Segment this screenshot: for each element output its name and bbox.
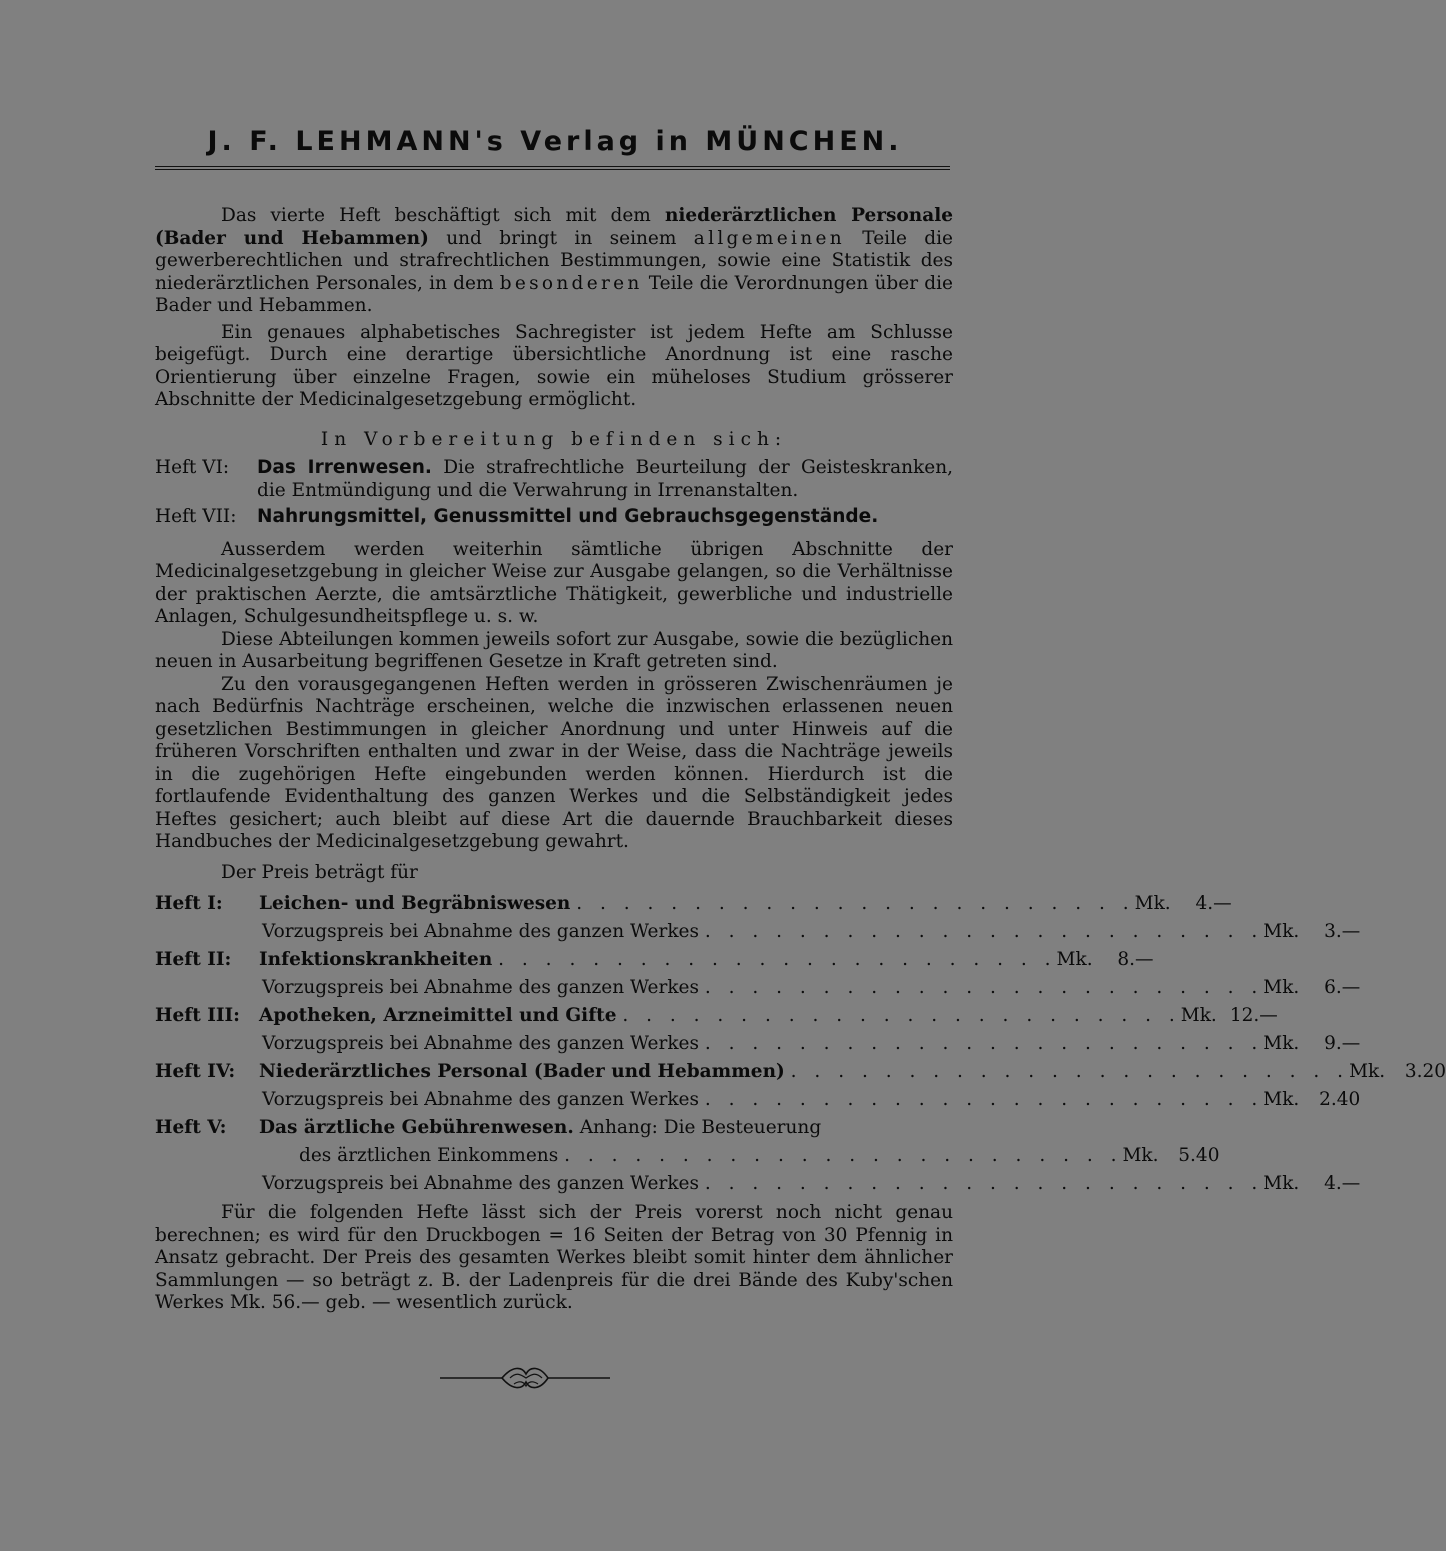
currency: Mk. — [1263, 1173, 1300, 1194]
heft-title: Apotheken, Arzneimittel und Gifte — [259, 1005, 617, 1026]
page-body — [155, 205, 1446, 1315]
price-row — [155, 1058, 1446, 1086]
paragraph-sachregister: Ein genaues alphabetisches Sachregister ist jedem Hefte am Schlusse beigefügt. Durch eine derartige übersichtliche Anordnung ist eine rasche Orientierung über einzelne Fragen, sowie ein müheloses Studium grösserer Abschnitte der Medicinalgesetzgebung ermöglicht. — [155, 321, 953, 410]
leader-dots: . . . . . . . . . . . . . . . . . . . . . . . . — [564, 1145, 1123, 1166]
price-row — [155, 1002, 1278, 1030]
text-span: und bringt in seinem — [428, 227, 694, 249]
price-value: 12.— — [1229, 1005, 1278, 1026]
heft-title: Das ärztliche Gebührenwesen. — [259, 1117, 574, 1138]
currency: Mk. — [1263, 1089, 1300, 1110]
currency: Mk. — [1263, 1033, 1300, 1054]
sub-price-text: Vorzugspreis bei Abnahme des ganzen Werkes — [262, 1089, 699, 1110]
leader-dots: . . . . . . . . . . . . . . . . . . . . . . . . — [704, 977, 1264, 998]
heft-label: Heft IV: — [155, 1061, 236, 1082]
price-title — [259, 1002, 1181, 1030]
publisher-header: J. F. LEHMANN's Verlag in MÜNCHEN. — [207, 126, 903, 157]
paragraph-nachtraege: Zu den vorausgegangenen Heften werden in grösseren Zwischenräumen je nach Bedürfnis Nachträge erscheinen, welche die inzwischen erlassenen neuen gesetzlichen Bestimmungen in gleicher Anordnung und unter Hinweis auf die früheren Vorschriften enthalten und zwar in der Weise, dass die Nachträge jeweils in die zugehörigen Hefte eingebunden werden können. Hierdurch ist die fortlaufende Evidenthaltung des ganzen Werkes und die Selbständigkeit jedes Heftes gesichert; auch bleibt auf diese Art die dauernde Brauchbarkeit dieses Handbuches der Medicinalgesetzgebung gewahrt. — [155, 673, 953, 852]
leader-dots: . . . . . . . . . . . . . . . . . . . . . . . . — [704, 1033, 1264, 1054]
price-row — [155, 1142, 1220, 1170]
price-row — [155, 890, 1232, 918]
ornament-divider — [440, 1358, 610, 1398]
heft-label-empty — [155, 1142, 259, 1170]
heft-label: Heft III: — [155, 1005, 240, 1026]
price-title — [259, 974, 1263, 1002]
sub-price-text: Vorzugspreis bei Abnahme des ganzen Werkes — [262, 1033, 699, 1054]
sub-price-text: Vorzugspreis bei Abnahme des ganzen Werkes — [262, 1173, 699, 1194]
currency: Mk. — [1263, 921, 1300, 942]
price-title — [259, 1114, 953, 1142]
heft-label-empty — [155, 1170, 259, 1198]
leader-dots: . . . . . . . . . . . . . . . . . . . . . . . . — [622, 1005, 1181, 1026]
heft-label: Heft VII: — [155, 506, 237, 527]
price-intro: Der Preis beträgt für — [221, 861, 418, 883]
currency: Mk. — [1349, 1061, 1386, 1082]
heft-title: Nahrungsmittel, Genussmittel und Gebrauchsgegenstände. — [257, 506, 879, 527]
heft-vii-entry — [155, 506, 953, 529]
price-value: 3.20 — [1404, 1061, 1446, 1082]
currency: Mk. — [1056, 949, 1093, 970]
leader-dots: . . . . . . . . . . . . . . . . . . . . . . . . — [704, 1089, 1264, 1110]
price-list — [155, 890, 1446, 1198]
price-row — [155, 1030, 1361, 1058]
heft-label-empty — [155, 1086, 259, 1114]
currency: Mk. — [1263, 977, 1300, 998]
leader-dots: . . . . . . . . . . . . . . . . . . . . . . . . — [704, 921, 1264, 942]
paragraph-abteilungen: Diese Abteilungen kommen jeweils sofort zur Ausgabe, sowie die bezüglichen neuen in Ausarbeitung begriffenen Gesetze in Kraft getreten sind. — [155, 628, 953, 672]
heft-title-continued: des ärztlichen Einkommens — [299, 1145, 559, 1166]
price-row — [155, 918, 1361, 946]
price-title — [259, 1086, 1263, 1114]
leader-dots: . . . . . . . . . . . . . . . . . . . . . . . . — [498, 949, 1057, 970]
preparation-heading: In Vorbereitung befinden sich: — [320, 428, 788, 450]
price-row — [155, 1114, 953, 1142]
heft-annex: Anhang: Die Besteuerung — [573, 1117, 822, 1138]
heft-label-empty — [155, 974, 259, 1002]
heft-title: Das Irrenwesen. — [257, 457, 432, 478]
heft-description: Die strafrechtliche Beurteilung der Geisteskranken, die Entmündigung und die Verwahrung in Irrenanstalten. — [257, 457, 953, 501]
heft-label: Heft VI: — [155, 457, 230, 478]
price-value: 4.— — [1195, 893, 1232, 914]
currency: Mk. — [1180, 1005, 1217, 1026]
price-value: 2.40 — [1319, 1089, 1361, 1110]
price-value: 5.40 — [1178, 1145, 1220, 1166]
sub-price-text: Vorzugspreis bei Abnahme des ganzen Werkes — [262, 977, 699, 998]
price-value: 6.— — [1324, 977, 1361, 998]
price-title — [259, 1170, 1263, 1198]
heft-title: Niederärztliches Personal (Bader und Hebammen) — [259, 1061, 785, 1082]
price-title — [259, 918, 1263, 946]
leader-dots: . . . . . . . . . . . . . . . . . . . . . . . . — [576, 893, 1135, 914]
paragraph-ausserdem: Ausserdem werden weiterhin sämtliche übrigen Abschnitte der Medicinalgesetzgebung in gleicher Weise zur Ausgabe gelangen, so die Verhältnisse der praktischen Aerzte, die amtsärztliche Thätigkeit, gewerbliche und industrielle Anlagen, Schulgesundheitspflege u. s. w. — [155, 538, 953, 627]
price-value: 3.— — [1324, 921, 1361, 942]
text-span: Teile die Verordnungen über die Bader und Hebammen. — [155, 272, 953, 316]
price-value: 4.— — [1324, 1173, 1361, 1194]
text-span: Teile die gewerberechtlichen und strafrechtlichen Bestimmungen, sowie eine Statistik des niederärztlichen Personales, in dem — [155, 227, 954, 294]
heft-label: Heft II: — [155, 949, 232, 970]
price-value: 9.— — [1324, 1033, 1361, 1054]
price-row — [155, 974, 1361, 1002]
price-row — [155, 1170, 1361, 1198]
spaced-span: besonderen — [499, 272, 643, 294]
price-value: 8.— — [1117, 949, 1154, 970]
paragraph-heft-iv-description — [155, 205, 953, 318]
leader-dots: . . . . . . . . . . . . . . . . . . . . . . . . — [790, 1061, 1350, 1082]
heft-label-empty — [155, 918, 259, 946]
price-row — [155, 946, 1154, 974]
price-title — [259, 890, 1135, 918]
sub-price-text: Vorzugspreis bei Abnahme des ganzen Werkes — [262, 921, 699, 942]
text-span: Das vierte Heft beschäftigt sich mit dem — [221, 205, 665, 226]
heft-title: Leichen- und Begräbniswesen — [259, 893, 571, 914]
currency: Mk. — [1134, 893, 1171, 914]
header-rule — [155, 166, 950, 170]
heft-vi-text — [257, 457, 953, 502]
paragraph-folgende-hefte: Für die folgenden Hefte lässt sich der Preis vorerst noch nicht genau berechnen; es wird für den Druckbogen = 16 Seiten der Betrag von 30 Pfennig in Ansatz gebracht. Der Preis des gesamten Werkes bleibt somit hinter dem ähnlicher Sammlungen — so beträgt z. B. der Ladenpreis für die drei Bände des Kuby'schen Werkes Mk. 56.— geb. — wesentlich zurück. — [155, 1202, 953, 1313]
price-row — [155, 1086, 1361, 1114]
heft-label: Heft V: — [155, 1117, 227, 1138]
price-title — [259, 1058, 1349, 1086]
heft-label-empty — [155, 1030, 259, 1058]
price-title — [259, 1030, 1263, 1058]
spaced-span: allgemeinen — [693, 227, 845, 249]
heft-title: Infektionskrankheiten — [259, 949, 493, 970]
emphasis-span: niederärztlichen Personale (Bader und Hebammen) — [155, 205, 953, 249]
heft-label: Heft I: — [155, 893, 223, 914]
price-title — [259, 1142, 1122, 1170]
currency: Mk. — [1122, 1145, 1159, 1166]
leader-dots: . . . . . . . . . . . . . . . . . . . . . . . . — [704, 1173, 1264, 1194]
heft-vi-entry — [155, 457, 953, 502]
price-title — [259, 946, 1057, 974]
